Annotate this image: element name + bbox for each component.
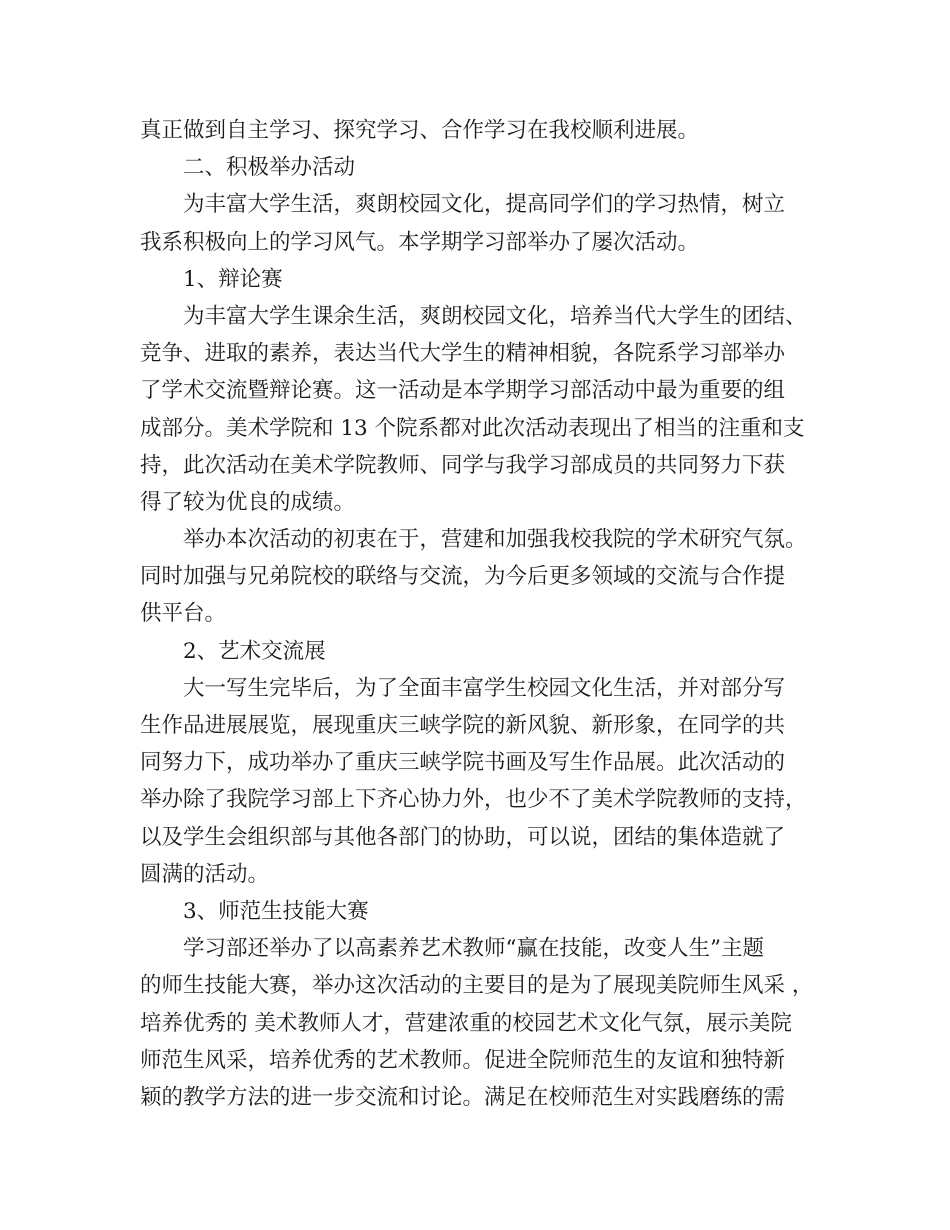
subsection-heading: 3、师范生技能大赛	[183, 898, 369, 924]
text-line: 颖的教学方法的进一步交流和讨论。满足在校师范生对实践磨练的需	[140, 1084, 786, 1110]
text-line: 了学术交流暨辩论赛。这一活动是本学期学习部活动中最为重要的组	[140, 378, 786, 404]
text-line: 成部分。美术学院和 13 个院系都对此次活动表现出了相当的注重和支	[140, 415, 805, 441]
text-line: 举办本次活动的初衷在于，营建和加强我校我院的学术研究气氛。	[183, 527, 807, 553]
text-line: 真正做到自主学习、探究学习、合作学习在我校顺利进展。	[140, 118, 700, 143]
text-line: 同努力下，成功举办了重庆三峡学院书画及写生作品展。此次活动的	[140, 750, 786, 776]
text-line: 举办除了我院学习部上下齐心协力外，也少不了美术学院教师的支持，	[140, 787, 807, 813]
subsection-heading: 1、辩论赛	[183, 266, 283, 292]
text-line: 供平台。	[140, 601, 227, 627]
document-body	[140, 112, 812, 1116]
text-line: 持，此次活动在美术学院教师、同学与我学习部成员的共同努力下获	[140, 452, 786, 478]
text-line: 生作品进展展览，展现重庆三峡学院的新风貌、新形象，在同学的共	[140, 713, 786, 738]
text-line: 圆满的活动。	[140, 861, 270, 887]
text-line: 为丰富大学生活，爽朗校园文化，提高同学们的学习热情，树立	[183, 192, 786, 218]
text-line: 得了较为优良的成绩。	[140, 489, 356, 515]
text-line: 同时加强与兄弟院校的联络与交流，为今后更多领域的交流与合作提	[140, 564, 786, 590]
subsection-heading: 2、艺术交流展	[183, 638, 326, 664]
text-line: 培养优秀的 美术教师人才，营建浓重的校园艺术文化气氛，展示美院	[140, 1010, 792, 1036]
text-line: 的师生技能大赛，举办这次活动的主要目的是为了展现美院师生风采 ，	[140, 973, 814, 999]
text-line: 为丰富大学生课余生活，爽朗校园文化，培养当代大学生的团结、	[183, 303, 807, 329]
text-line: 大一写生完毕后，为了全面丰富学生校园文化生活，并对部分写	[183, 675, 786, 701]
text-line: 以及学生会组织部与其他各部门的协助，可以说，团结的集体造就了	[140, 824, 786, 850]
text-line: 我系积极向上的学习风气。本学期学习部举办了屡次活动。	[140, 229, 700, 255]
section-heading: 二、积极举办活动	[183, 155, 356, 181]
text-line: 竞争、进取的素养，表达当代大学生的精神相貌，各院系学习部举办	[140, 341, 786, 367]
text-line: 学习部还举办了以高素养艺术教师“赢在技能，改变人生”主题	[183, 936, 764, 962]
text-line: 师范生风采，培养优秀的艺术教师。促进全院师范生的友谊和独特新	[140, 1047, 786, 1073]
